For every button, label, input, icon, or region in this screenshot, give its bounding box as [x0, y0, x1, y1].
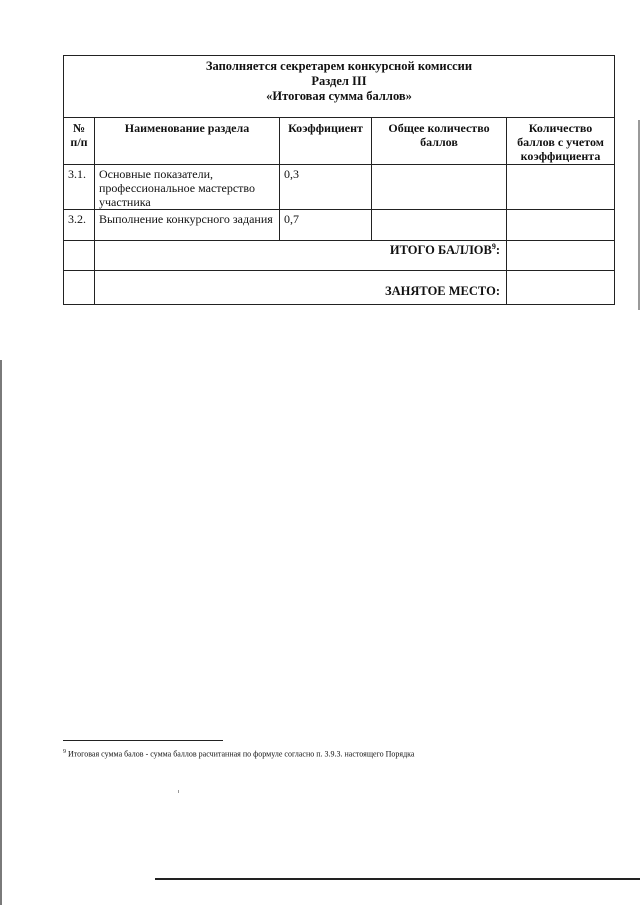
row-number: 3.1. — [64, 165, 95, 210]
total-points-label — [95, 241, 507, 271]
column-header-row — [64, 118, 615, 165]
row-coefficient: 0,3 — [280, 165, 372, 210]
row-total-points-field[interactable] — [372, 210, 507, 241]
title-line-2: Раздел III — [311, 74, 367, 88]
footnote-reference-mark: 9 — [491, 241, 496, 251]
scan-bottom-line — [155, 878, 640, 880]
column-header-section-name: Наименование раздела — [95, 118, 280, 165]
footnote-mark: 9 — [63, 749, 66, 755]
table-title-row — [64, 56, 615, 118]
title-line-1: Заполняется секретарем конкурсной комиссии — [205, 59, 473, 73]
table-title — [64, 56, 615, 118]
scan-artifact-dot — [178, 790, 179, 793]
place-row — [64, 271, 615, 305]
table-row — [64, 165, 615, 210]
row-section-name: Основные показатели, профессиональное мастерство участника — [95, 165, 280, 210]
footnote — [63, 747, 623, 760]
total-row-empty-cell — [64, 241, 95, 271]
total-points-value-field[interactable] — [507, 241, 615, 271]
footnote-text: Итоговая сумма балов - сумма баллов расчитанная по формуле согласно п. 3.9.3. настоящего Порядка — [68, 749, 415, 759]
row-weighted-points-field[interactable] — [507, 165, 615, 210]
table-row — [64, 210, 615, 241]
column-header-number: № п/п — [64, 118, 95, 165]
row-number: 3.2. — [64, 210, 95, 241]
score-table — [63, 55, 615, 305]
total-points-label-text: ИТОГО БАЛЛОВ — [389, 243, 492, 257]
title-line-3: «Итоговая сумма баллов» — [266, 89, 412, 103]
place-value-field[interactable] — [507, 271, 615, 305]
place-label: ЗАНЯТОЕ МЕСТО: — [95, 271, 507, 305]
column-header-coefficient: Коэффициент — [280, 118, 372, 165]
row-coefficient: 0,7 — [280, 210, 372, 241]
row-total-points-field[interactable] — [372, 165, 507, 210]
place-row-empty-cell — [64, 271, 95, 305]
footnote-separator — [63, 740, 223, 741]
column-header-weighted-points: Количество баллов с учетом коэффициента — [507, 118, 615, 165]
total-points-label-colon: : — [495, 243, 500, 257]
total-row — [64, 241, 615, 271]
column-header-total-points: Общее количество баллов — [372, 118, 507, 165]
row-section-name: Выполнение конкурсного задания — [95, 210, 280, 241]
scan-edge-left — [0, 360, 2, 905]
row-weighted-points-field[interactable] — [507, 210, 615, 241]
